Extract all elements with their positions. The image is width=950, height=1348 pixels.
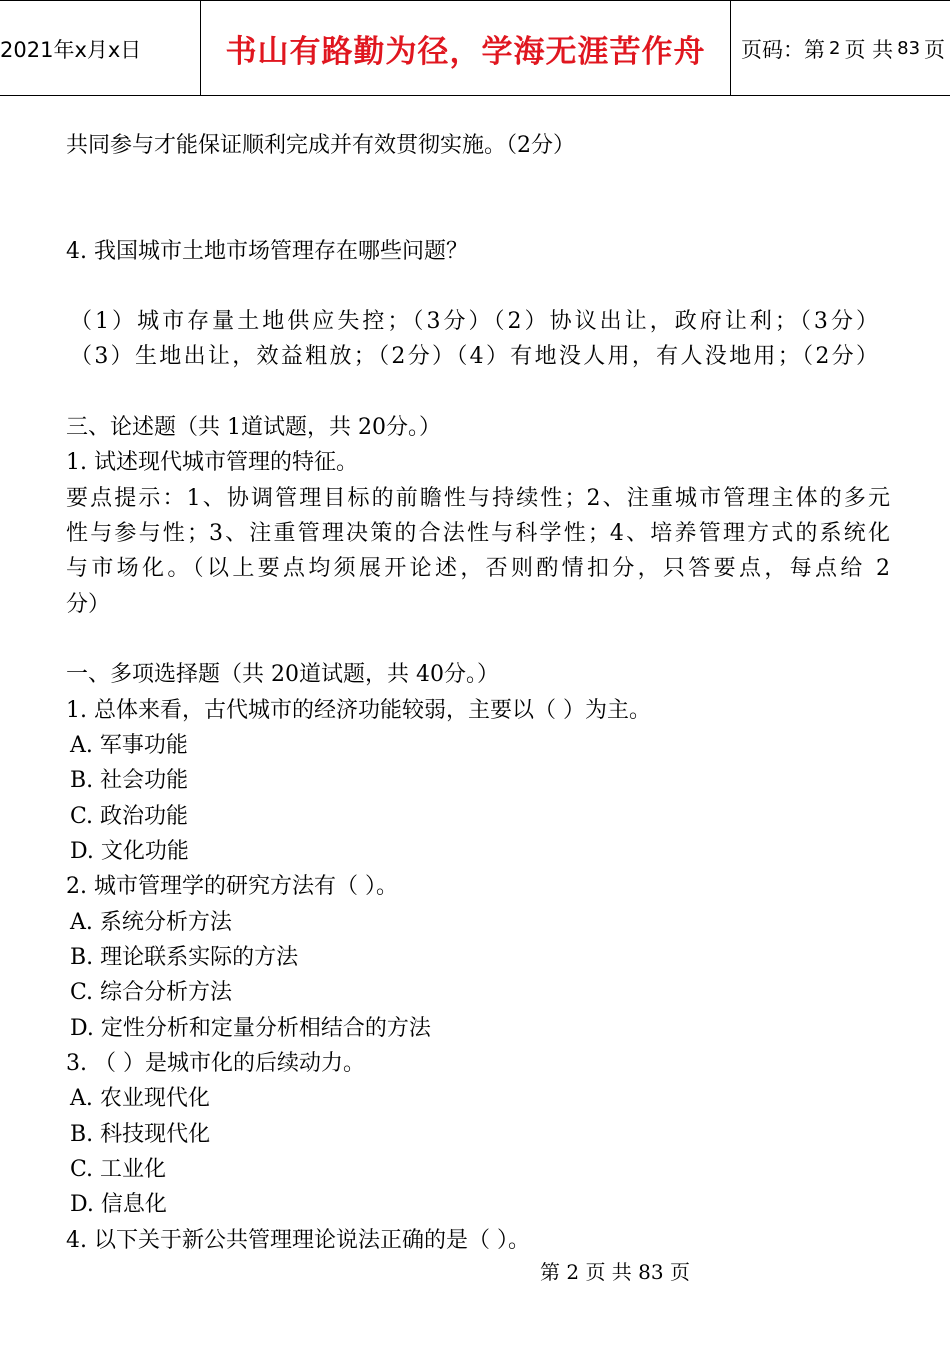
header-date: 2021年x月x日 (0, 37, 142, 62)
option-item: D. 定性分析和定量分析相结合的方法 (70, 1016, 431, 1041)
option-item: A. 军事功能 (70, 733, 188, 758)
question-heading: 2. 城市管理学的研究方法有（ ）。 (66, 874, 398, 899)
page-mid: 页 共 (844, 37, 894, 62)
option-item: C. 工业化 (70, 1157, 167, 1182)
answer-line: 与市场化。（以上要点均须展开论述，否则酌情扣分，只答要点，每点给 2 (66, 556, 890, 581)
option-item: B. 理论联系实际的方法 (70, 945, 299, 970)
header-page-number (741, 1, 950, 96)
page-suffix: 页 (924, 37, 946, 62)
answer-line: （1）城市存量土地供应失控；（3分）（2）协议出让，政府让利；（3分） (70, 309, 878, 334)
option-item: C. 政治功能 (70, 804, 189, 829)
question-heading: 4. 以下关于新公共管理理论说法正确的是（ ）。 (66, 1228, 530, 1253)
page-prefix: 页码：第 (741, 37, 825, 62)
option-item: A. 农业现代化 (70, 1086, 210, 1111)
answer-line: （3）生地出让，效益粗放；（2分）（4）有地没人用，有人没地用；（2分） (70, 344, 878, 369)
option-item: C. 综合分析方法 (70, 980, 233, 1005)
footer-page-number: 第 2 页 共 83 页 (540, 1260, 690, 1284)
question-heading: 1. 试述现代城市管理的特征。 (66, 450, 358, 475)
page-total: 83 (897, 38, 921, 59)
answer-line: 分） (66, 592, 111, 617)
answer-line: 要点提示：1、协调管理目标的前瞻性与持续性；2、注重城市管理主体的多元 (66, 486, 890, 511)
text-line: 共同参与才能保证顺利完成并有效贯彻实施。（2分） (66, 133, 575, 158)
section-heading: 一、多项选择题（共 20道试题，共 40分。） (66, 662, 499, 687)
option-item: D. 文化功能 (70, 839, 189, 864)
question-heading: 3. （ ）是城市化的后续动力。 (66, 1051, 365, 1076)
option-item: D. 信息化 (70, 1192, 167, 1217)
option-item: B. 社会功能 (70, 768, 189, 793)
option-item: A. 系统分析方法 (70, 910, 232, 935)
page-current: 2 (829, 38, 841, 59)
question-heading: 1. 总体来看，古代城市的经济功能较弱，主要以（ ）为主。 (66, 698, 651, 723)
header-motto: 书山有路勤为径，学海无涯苦作舟 (200, 1, 731, 96)
question-heading: 4. 我国城市土地市场管理存在哪些问题？ (66, 239, 468, 264)
answer-line: 性与参与性；3、注重管理决策的合法性与科学性；4、培养管理方式的系统化 (66, 521, 890, 546)
page-header (0, 0, 950, 96)
option-item: B. 科技现代化 (70, 1122, 211, 1147)
section-heading: 三、论述题（共 1道试题，共 20分。） (66, 415, 441, 440)
